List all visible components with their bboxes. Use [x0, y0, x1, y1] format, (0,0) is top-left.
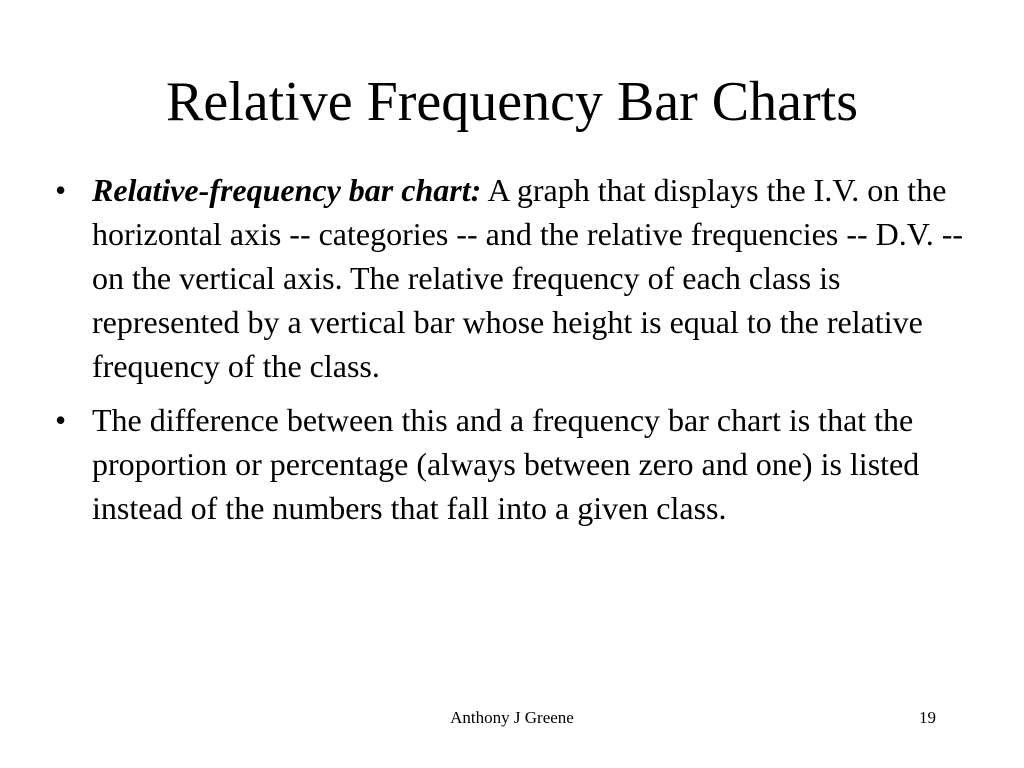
difference-text: The difference between this and a frequency bar chart is that the proportion or percentage (always between zero and one) is listed instead of the numbers that fall into a given class.: [92, 402, 920, 526]
bullet-list: [52, 168, 972, 540]
bullet-item-difference: [52, 398, 972, 530]
bullet-icon: •: [55, 402, 67, 438]
page-number: 19: [919, 708, 936, 727]
footer-author: Anthony J Greene: [450, 708, 574, 727]
slide-title: Relative Frequency Bar Charts: [165, 71, 858, 133]
definition-text: A graph that displays the I.V. on the horizontal axis -- categories -- and the relative frequencies -- D.V. -- on the vertical axis. The relative frequency of each class is represented by a vertical bar whose height is equal to the relative frequency of the class.: [92, 172, 964, 384]
bullet-icon: •: [55, 172, 67, 208]
definition-term: Relative-frequency bar chart:: [92, 172, 482, 208]
bullet-item-definition: [52, 168, 972, 388]
